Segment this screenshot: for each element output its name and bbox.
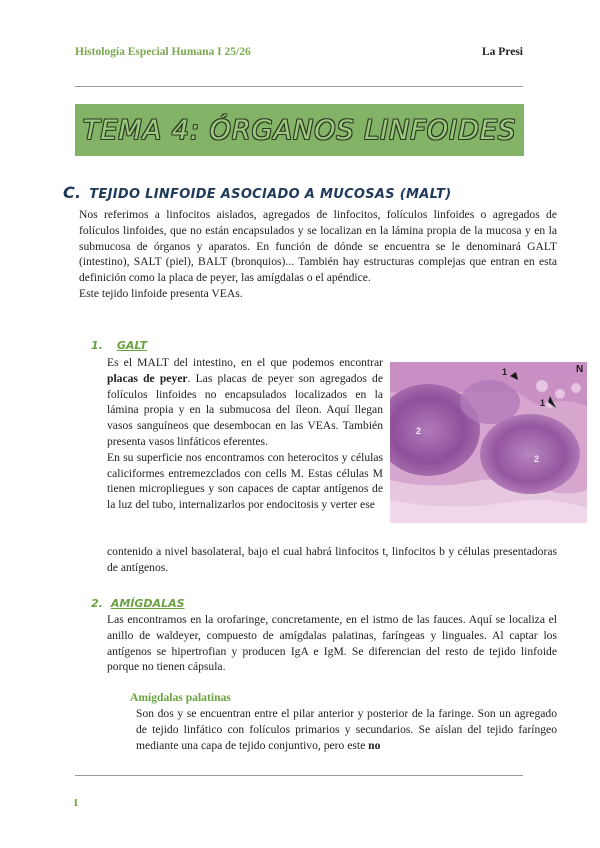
- galt-text-c: En su superficie nos encontramos con heterocitos y células caliciformes entremezclados con cells M. Estas células M tienen micropliegues y son capaces de captar antígenos de la luz del tubo, internalizarlos por endocitosis y verter ese: [107, 450, 383, 512]
- micrograph-label-1a: 1: [502, 367, 508, 377]
- amigdalas-heading: [91, 597, 185, 610]
- amigdalas-title: AMÍGDALAS: [110, 597, 185, 610]
- palatinas-paragraph: [136, 706, 557, 753]
- galt-number: 1.: [91, 339, 103, 352]
- intro-text-2: Este tejido linfoide presenta VEAs.: [79, 286, 243, 300]
- section-letter: C.: [63, 183, 82, 202]
- top-divider: [75, 86, 523, 87]
- galt-bold: placas de peyer: [107, 371, 188, 385]
- micrograph-label-2a: 2: [416, 426, 422, 436]
- amigdalas-text: Las encontramos en la orofaringe, concretamente, en el istmo de las fauces. Aquí se localiza el anillo de waldeyer, compuesto de amígdalas palatinas, faríngeas y linguales. Al captar los antígenos se hipertrofian y producen IgA e IgM. Se diferencian del resto de tejido linfoide porque no tienen cápsula.: [107, 613, 557, 674]
- micrograph-label-n: N: [576, 364, 584, 375]
- micrograph-label-2b: 2: [534, 454, 540, 464]
- bottom-divider: [75, 775, 523, 776]
- intro-text: Nos referimos a linfocitos aislados, agregados de linfocitos, folículos linfoides o agregados de folículos linfoides, que no están encapsulados y se localizan en la lámina propia de la mucosa y en la submucosa de órganos y aparatos. En función de dónde se encuentra se le denominará GALT (intestino), SALT (piel), BALT (bronquios)... También hay estructuras complejas que entran en esta definición como la placa de peyer, las amígdalas o el apéndice.: [79, 208, 557, 285]
- galt-text-a: Es el MALT del intestino, en el que podemos encontrar: [107, 356, 383, 369]
- galt-paragraph-cont: [107, 544, 557, 576]
- section-heading: [63, 183, 451, 202]
- section-title: TEJIDO LINFOIDE ASOCIADO A MUCOSAS (MALT): [89, 187, 452, 202]
- author-header: La Presi: [482, 46, 523, 58]
- amigdalas-number: 2.: [91, 597, 103, 610]
- galt-title: GALT: [116, 339, 148, 352]
- galt-text-b: . Las placas de peyer son agregados de folículos linfoides no encapsulados localizados en la lámina propia y en la submucosa del íleon. Aquí llegan vasos sanguíneos que desembocan en las VEAs. También presenta vasos linfáticos eferentes.: [107, 371, 383, 448]
- peyer-patch-micrograph: [390, 362, 587, 523]
- page-number: 1: [73, 797, 79, 809]
- course-header: Histología Especial Humana I 25/26: [75, 46, 251, 58]
- micrograph-label-1b: 1: [540, 398, 546, 408]
- palatinas-bold: no: [368, 738, 381, 752]
- page-title: TEMA 4: ÓRGANOS LINFOIDES: [82, 114, 517, 146]
- palatinas-text: Son dos y se encuentran entre el pilar anterior y posterior de la faringe. Son un agregado de tejido linfático con folículos primarios y secundarios. Se aíslan del tejido faríngeo mediante una capa de tejido conjuntivo, pero este: [136, 707, 557, 752]
- title-banner: [75, 104, 524, 156]
- micrograph-svg: [390, 362, 587, 523]
- galt-heading: [91, 339, 147, 352]
- palatinas-heading: Amígdalas palatinas: [130, 691, 231, 704]
- galt-text-d: contenido a nivel basolateral, bajo el cual habrá linfocitos t, linfocitos b y células presentadoras de antígenos.: [107, 545, 557, 574]
- amigdalas-paragraph: [107, 612, 557, 675]
- intro-paragraph: [79, 207, 557, 302]
- galt-paragraph: [107, 355, 383, 513]
